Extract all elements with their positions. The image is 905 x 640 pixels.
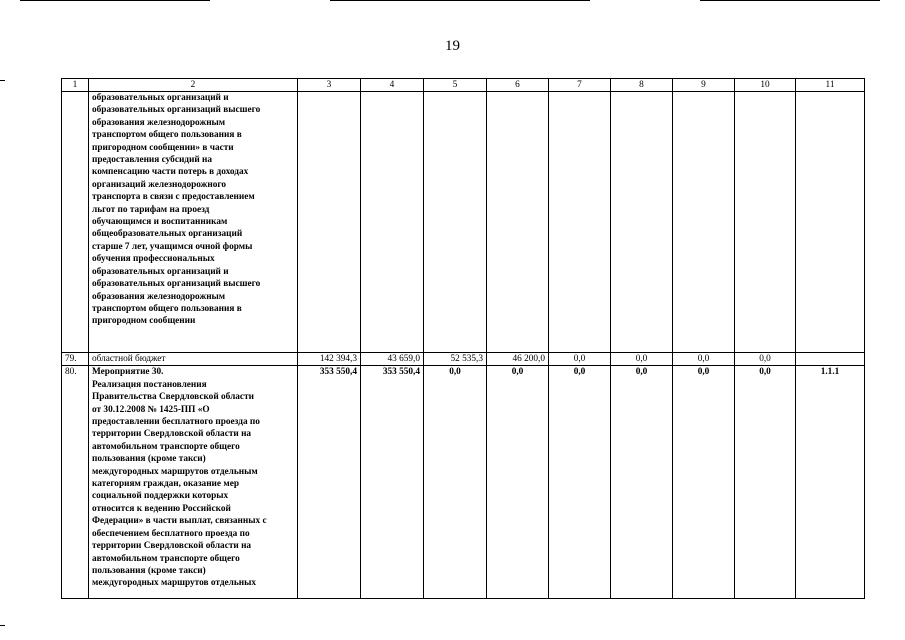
column-number-cell: 2 (89, 79, 298, 92)
value-cell (735, 92, 796, 353)
description-line: льгот по тарифам на проезд (92, 204, 210, 215)
column-number-cell: 9 (673, 79, 735, 92)
value-cell: 0,0 (673, 353, 735, 366)
value-cell: 0,0 (487, 366, 549, 599)
row-name-cell (89, 366, 298, 599)
column-number-cell: 3 (298, 79, 361, 92)
table-row-80 (62, 366, 865, 599)
column-number-row (62, 79, 865, 92)
top-rule-right (700, 0, 880, 1)
description-line: Реализация постановления (92, 379, 207, 390)
description-line: от 30.12.2008 № 1425-ПП «О (92, 404, 210, 415)
description-line: территории Свердловской области на (92, 541, 252, 552)
value-cell: 43 659,0 (361, 353, 424, 366)
table-row-79 (62, 353, 865, 366)
value-cell (361, 92, 424, 353)
column-number-cell: 5 (424, 79, 487, 92)
value-cell: 0,0 (549, 353, 611, 366)
column-number-cell: 10 (735, 79, 796, 92)
value-cell: 0,0 (549, 366, 611, 599)
description-line: компенсацию части потерь в доходах (92, 167, 249, 178)
description-line: социальной поддержки которых (92, 491, 229, 502)
description-line: относится к ведению Российской (92, 503, 231, 514)
value-cell: 46 200,0 (487, 353, 549, 366)
description-line: транспорта в связи с предоставлением (92, 192, 255, 203)
column-number-cell: 8 (611, 79, 673, 92)
description-line: Федерации» в части выплат, связанных с (92, 516, 267, 527)
column-number-cell: 1 (62, 79, 89, 92)
value-cell: 52 535,3 (424, 353, 487, 366)
description-line: старше 7 лет, учащимся очной формы (92, 241, 253, 252)
value-cell (611, 92, 673, 353)
description-line: общеобразовательных организаций (92, 229, 243, 240)
description-line: организаций железнодорожного (92, 179, 227, 190)
description-line: пригородном сообщении» в части (92, 142, 234, 153)
description-line: транспортом общего пользования в (92, 303, 242, 314)
row-number-cell: 79. (62, 353, 89, 366)
column-number-cell: 4 (361, 79, 424, 92)
description-line: образования железнодорожным (92, 117, 226, 128)
value-cell: 142 394,3 (298, 353, 361, 366)
description-line: образовательных организаций высшего (92, 279, 261, 290)
value-cell (673, 92, 735, 353)
description-line: автомобильном транспорте общего (92, 441, 240, 452)
target-cell: 1.1.1 (796, 366, 865, 599)
description-line: образования железнодорожным (92, 291, 226, 302)
value-cell: 353 550,4 (298, 366, 361, 599)
description-line: образовательных организаций высшего (92, 105, 261, 116)
value-cell (424, 92, 487, 353)
value-cell: 0,0 (424, 366, 487, 599)
description-line: пользования (кроме такси) (92, 565, 206, 576)
table-row-continuation (62, 92, 865, 353)
description-line: обучающимся и воспитанникам (92, 217, 228, 228)
description-line: междугородных маршрутов отдельным (92, 466, 258, 477)
column-number-cell: 7 (549, 79, 611, 92)
description-line: образовательных организаций и (92, 266, 229, 277)
description-line: предоставлении бесплатного проезда по (92, 417, 260, 428)
top-rule-mid (330, 0, 590, 1)
description-line: Мероприятие 30. (92, 367, 164, 378)
target-cell (796, 353, 865, 366)
column-number-cell: 6 (487, 79, 549, 92)
description-line: территории Свердловской области на (92, 429, 252, 440)
value-cell: 0,0 (611, 366, 673, 599)
page-number: 19 (445, 38, 460, 54)
description-line: междугородных маршрутов отдельных (92, 578, 257, 589)
target-cell (796, 92, 865, 353)
value-cell: 0,0 (611, 353, 673, 366)
description-line: автомобильном транспорте общего (92, 553, 240, 564)
column-number-cell: 11 (796, 79, 865, 92)
value-cell: 353 550,4 (361, 366, 424, 599)
margin-mark-bottom (0, 625, 5, 626)
description-line: обеспечением бесплатного проезда по (92, 528, 250, 539)
value-cell (298, 92, 361, 353)
description-line: образовательных организаций и (92, 93, 229, 103)
description-line: обучения профессиональных (92, 254, 215, 265)
row-number-cell: 80. (62, 366, 89, 599)
description-line: транспортом общего пользования в (92, 130, 242, 141)
continuation-description (89, 92, 298, 353)
row-number-cell (62, 92, 89, 353)
description-line: предоставления субсидий на (92, 155, 213, 166)
description-line: категориям граждан, оказание мер (92, 479, 239, 490)
description-line: пользования (кроме такси) (92, 454, 206, 465)
value-cell: 0,0 (673, 366, 735, 599)
description-line: Правительства Свердловской области (92, 392, 254, 403)
value-cell: 0,0 (735, 353, 796, 366)
value-cell (549, 92, 611, 353)
value-cell (487, 92, 549, 353)
row-name-cell: областной бюджет (89, 353, 298, 366)
margin-mark-top (0, 80, 5, 81)
value-cell: 0,0 (735, 366, 796, 599)
description-line: пригородном сообщении (92, 316, 196, 327)
budget-table (61, 78, 865, 599)
top-rule-left (20, 0, 210, 1)
